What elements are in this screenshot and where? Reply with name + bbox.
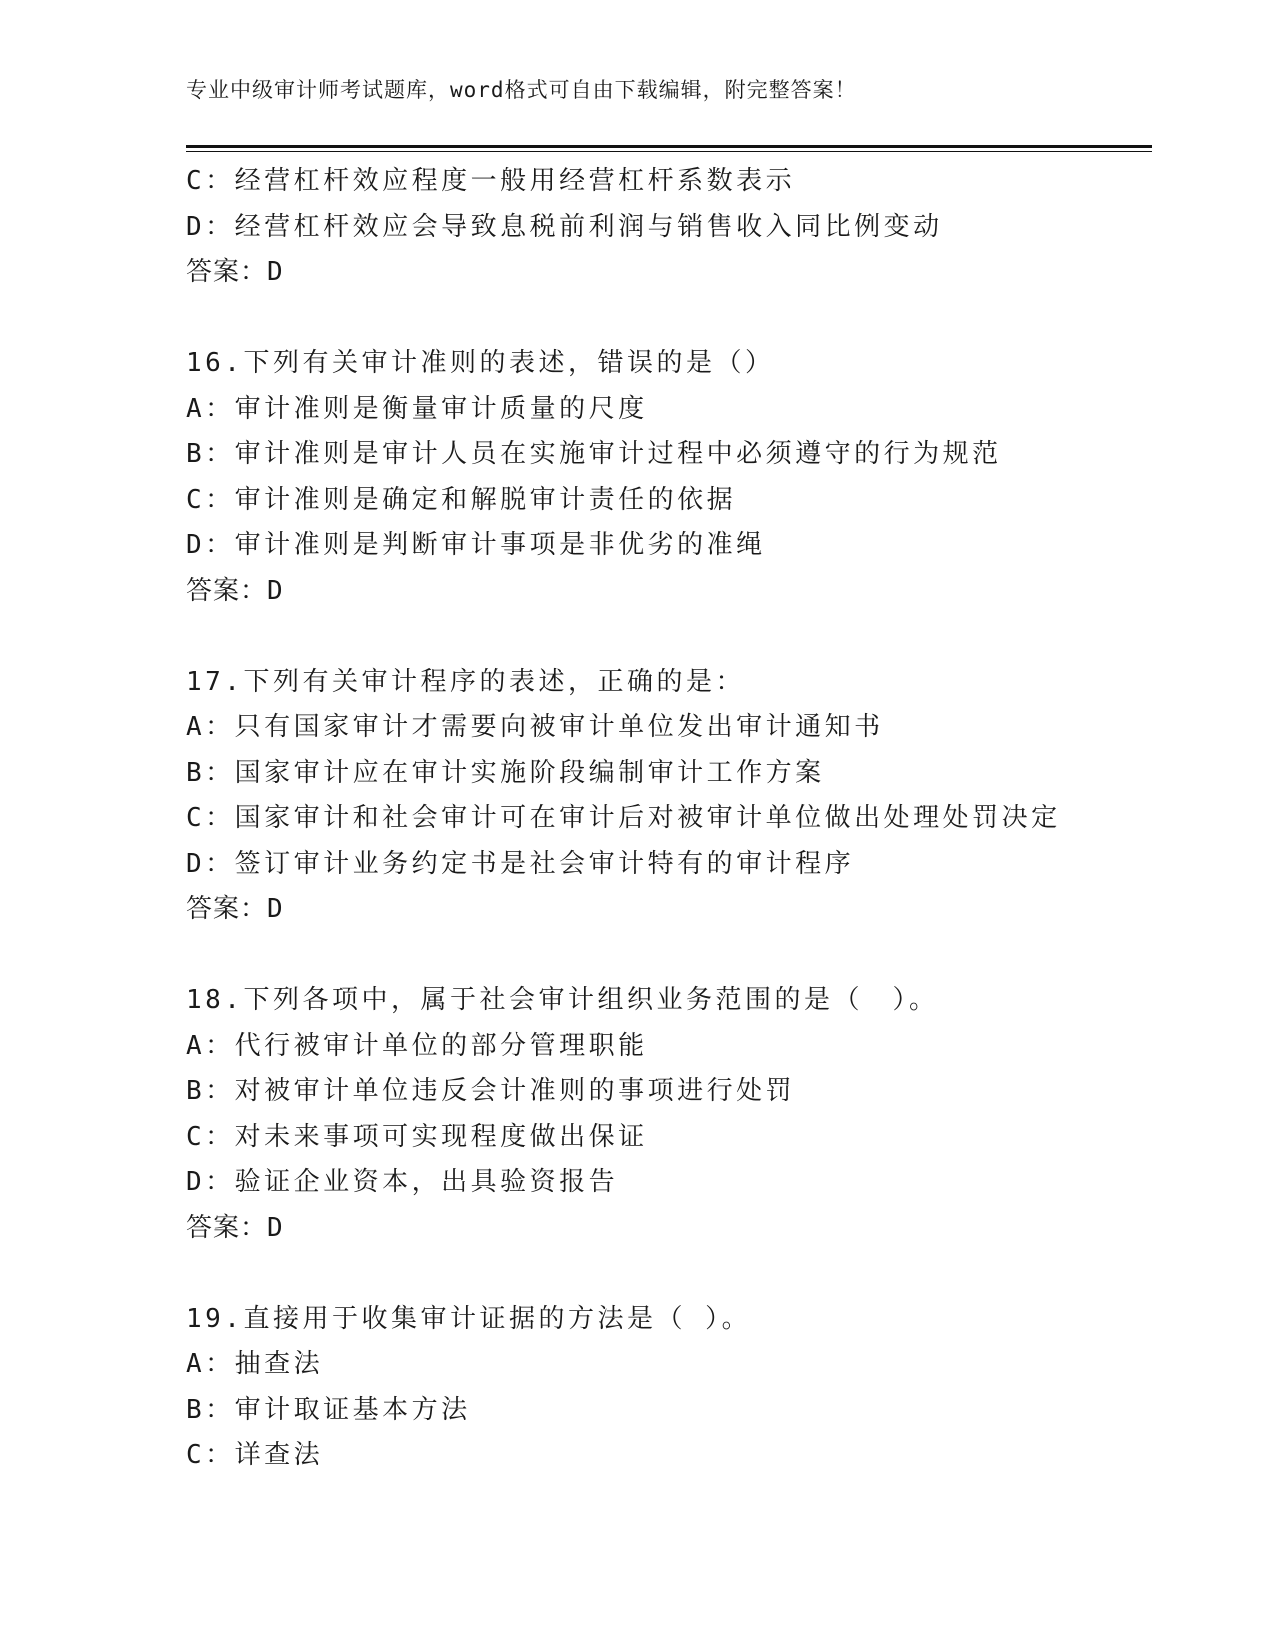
- option-c: C：经营杠杆效应程度一般用经营杠杆系数表示: [186, 166, 796, 196]
- answer-label: 答案：: [186, 1212, 268, 1243]
- option-a: A：只有国家审计才需要向被审计单位发出审计通知书: [186, 712, 884, 742]
- question-stem: 16.下列有关审计准则的表述，错误的是（）: [186, 348, 775, 378]
- answer-key: D: [267, 257, 284, 287]
- option-b: B：国家审计应在审计实施阶段编制审计工作方案: [186, 757, 825, 788]
- option-c: C：对未来事项可实现程度做出保证: [186, 1121, 648, 1152]
- option-a: A：代行被审计单位的部分管理职能: [186, 1030, 648, 1061]
- option-d: D：经营杠杆效应会导致息税前利润与销售收入同比例变动: [186, 211, 943, 242]
- spacer: [186, 1251, 1166, 1297]
- question-stem: 19.直接用于收集审计证据的方法是（ ）。: [186, 1303, 752, 1334]
- answer-label: 答案：: [186, 894, 268, 924]
- option-c: C：详查法: [186, 1440, 324, 1470]
- option-d: D：审计准则是判断审计事项是非优劣的准绳: [186, 530, 766, 560]
- option-d: D：签订审计业务约定书是社会审计特有的审计程序: [186, 848, 855, 879]
- answer-label: 答案：: [186, 575, 268, 606]
- question-stem: 18.下列各项中，属于社会审计组织业务范围的是（ ）。: [186, 985, 939, 1015]
- spacer: [186, 296, 1166, 342]
- option-d: D：验证企业资本，出具验资报告: [186, 1167, 619, 1197]
- option-a: A：抽查法: [186, 1349, 324, 1379]
- option-a: A：审计准则是衡量审计质量的尺度: [186, 393, 648, 424]
- option-b: B：审计准则是审计人员在实施审计过程中必须遵守的行为规范: [186, 439, 1002, 469]
- option-b: B：对被审计单位违反会计准则的事项进行处罚: [186, 1076, 796, 1106]
- option-c: C：国家审计和社会审计可在审计后对被审计单位做出处理处罚决定: [186, 803, 1061, 833]
- option-c: C：审计准则是确定和解脱审计责任的依据: [186, 484, 737, 515]
- answer-key: D: [267, 894, 284, 924]
- option-b: B：审计取证基本方法: [186, 1394, 471, 1425]
- header-rule-thin: [186, 151, 1152, 152]
- spacer: [186, 933, 1166, 979]
- question-stem: 17.下列有关审计程序的表述，正确的是：: [186, 666, 745, 697]
- answer-key: D: [267, 1212, 284, 1243]
- answer-label: 答案：: [186, 257, 268, 287]
- header-rule-thick: [186, 145, 1152, 148]
- page-header: 专业中级审计师考试题库，word格式可自由下载编辑，附完整答案！: [186, 78, 857, 102]
- answer-key: D: [267, 575, 284, 606]
- answer-line: [186, 250, 1166, 296]
- spacer: [186, 614, 1166, 660]
- question-content: [186, 159, 1166, 1479]
- answer-line: [186, 569, 1166, 615]
- answer-line: [186, 887, 1166, 933]
- answer-line: [186, 1206, 1166, 1252]
